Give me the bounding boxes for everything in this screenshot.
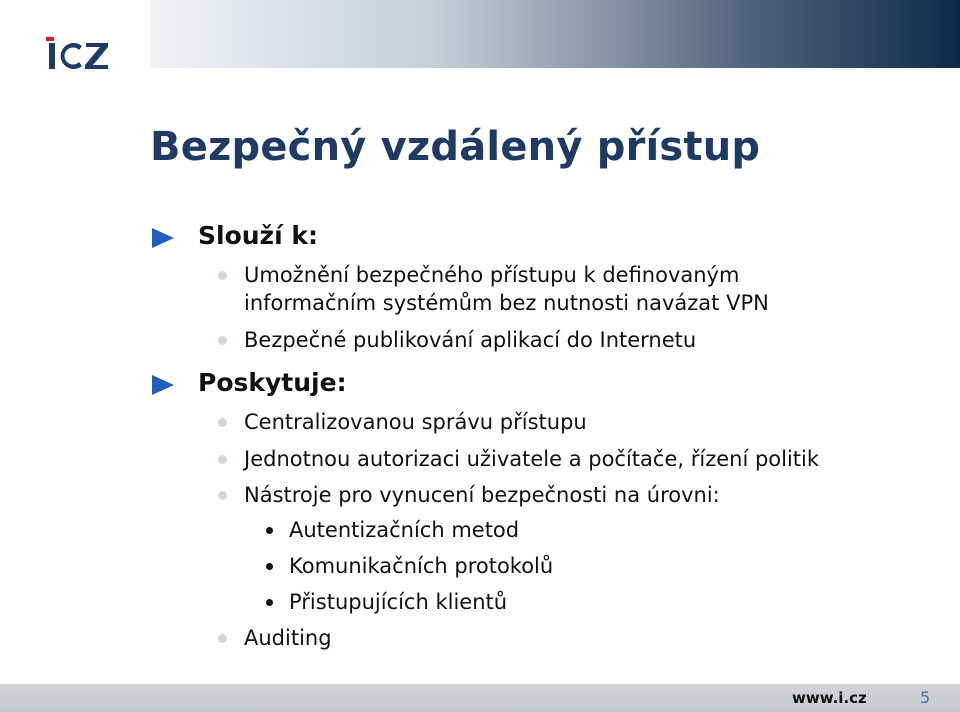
dot-bullet-icon (266, 527, 273, 534)
slide-title: Bezpečný vzdálený přístup (150, 124, 761, 170)
sub-list-item: Autentizačních metod (289, 516, 519, 544)
dot-bullet-icon (266, 599, 273, 606)
list-item: Auditing (244, 624, 332, 652)
dot-bullet-icon (218, 634, 227, 643)
dot-bullet-icon (266, 563, 273, 570)
dot-bullet-icon (218, 271, 227, 280)
arrow-bullet-icon (152, 228, 174, 248)
list-item: Umožnění bezpečného přístupu k definovaným informačním systémům bez nutnosti navázat VPN (244, 261, 769, 317)
list-item: Bezpečné publikování aplikací do Internetu (244, 326, 696, 354)
arrow-bullet-icon (152, 375, 174, 395)
list-item: Nástroje pro vynucení bezpečnosti na úrovni: (244, 481, 720, 509)
footer-url[interactable]: www.i.cz (792, 689, 867, 707)
page-number: 5 (920, 688, 931, 707)
dot-bullet-icon (218, 455, 227, 464)
slide-content: Slouží k: Umožnění bezpečného přístupu k definovaným informačním systémům bez nutnosti navázat VPN Bezpečné publikování aplikací do Internetu Poskytuje: Centralizovanou správu přístupu Jednotnou autorizaci uživatele a počítače, řízení politik Nástroje pro vynucení bezpečnosti na úrovni: Autentizačních metod Komunikačních protokolů Přistupujících klientů Auditing (0, 0, 960, 680)
dot-bullet-icon (218, 491, 227, 500)
sub-list-item: Přistupujících klientů (289, 588, 507, 616)
dot-bullet-icon (218, 336, 227, 345)
list-item: Centralizovanou správu přístupu (244, 408, 587, 436)
dot-bullet-icon (218, 418, 227, 427)
sub-list-item: Komunikačních protokolů (289, 552, 553, 580)
footer-bar (0, 684, 960, 712)
list-item: Jednotnou autorizaci uživatele a počítače, řízení politik (244, 445, 819, 473)
